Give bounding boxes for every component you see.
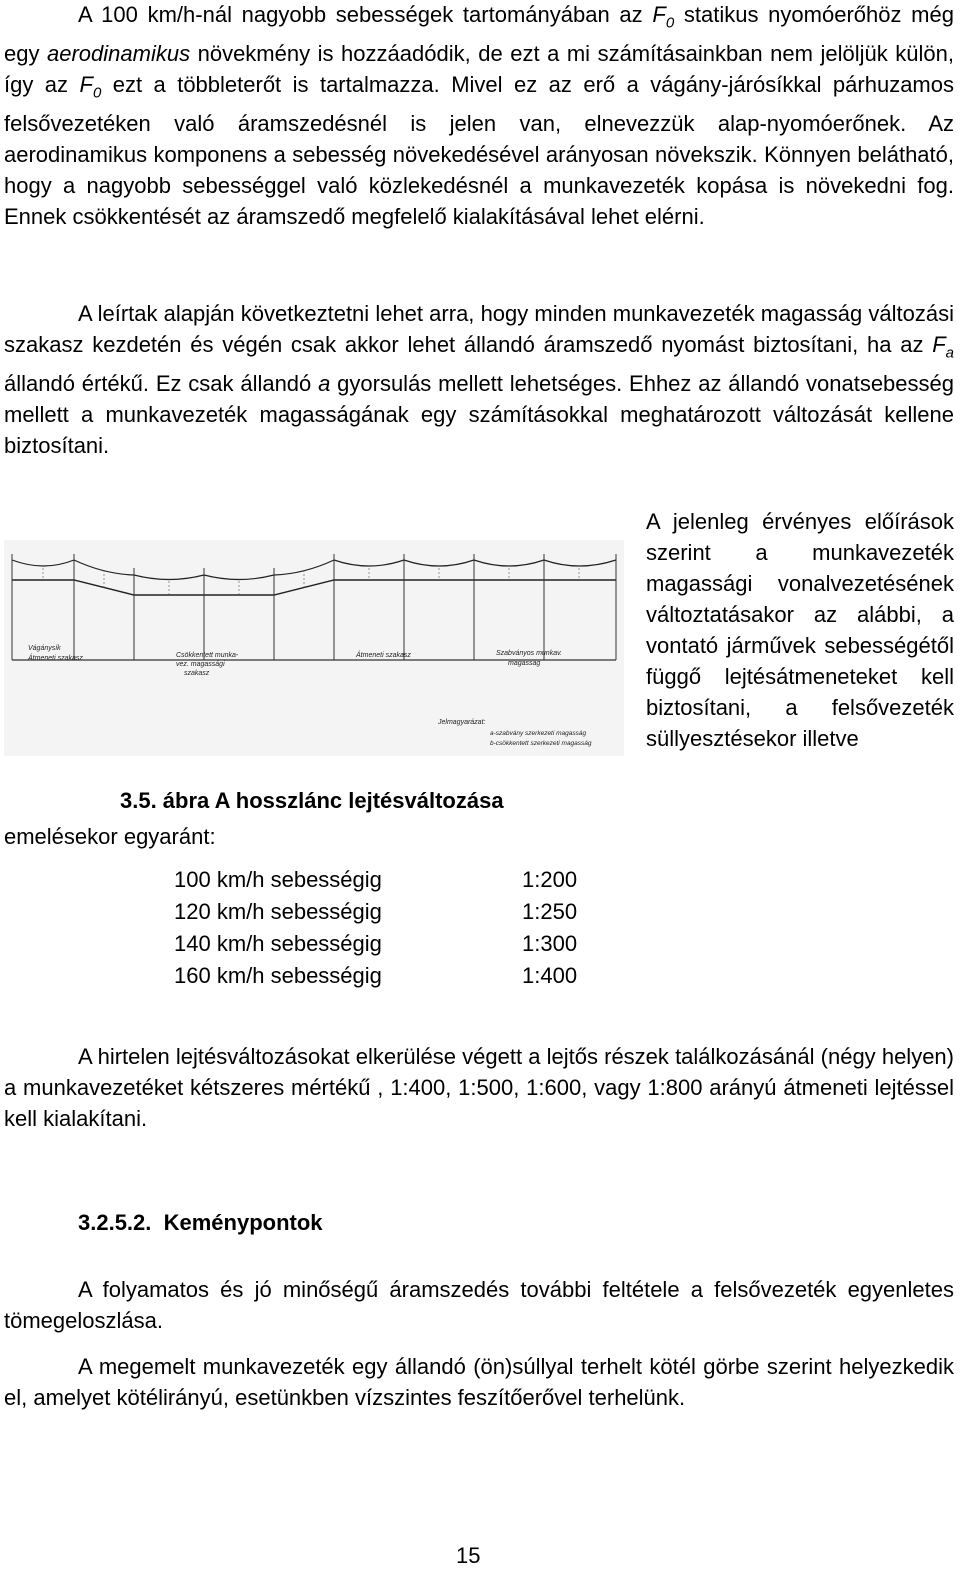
- figure-label: vez. magassági: [176, 661, 225, 668]
- figure-label: Átmeneti szakasz: [356, 652, 411, 659]
- section-number: 3.2.5.2.: [78, 1210, 152, 1235]
- figure-label: Vágánysík: [28, 645, 61, 652]
- catenary-gradient-figure: [4, 540, 624, 756]
- gradient-table: [174, 864, 577, 992]
- speed-cell: 120 km/h sebességig: [174, 899, 382, 924]
- figure-label: Jelmagyarázat:: [438, 719, 486, 726]
- section-heading: [78, 1210, 323, 1236]
- side-paragraph-continuation: emelésekor egyaránt:: [4, 824, 216, 849]
- figure-label: Szabványos munkav.: [496, 650, 563, 657]
- table-row: [174, 960, 577, 992]
- speed-cell: 160 km/h sebességig: [174, 963, 382, 988]
- figure-caption: 3.5. ábra A hosszlánc lejtésváltozása: [120, 788, 504, 813]
- figure-label: Átmeneti szakasz: [28, 655, 83, 662]
- catenary-drawing: [4, 540, 624, 756]
- table-row: [174, 928, 577, 960]
- paragraph-transition: A hirtelen lejtésváltozásokat elkerülése végett a lejtős részek találkozásánál (négy helyen) a munkavezetéket kétszeres mértékű , 1:400, 1:500, 1:600, vagy 1:800 arányú átmeneti lejtéssel kell kialakítani.: [4, 1044, 954, 1131]
- paragraph-aerodynamic: A 100 km/h-nál nagyobb sebességek tartományában az $F_0$ statikus nyomóerőhöz még egy aerodinamikus növekmény is hozzáadódik, de ezt a mi számításainkban nem jelöljük külön, így az $F_0$ ezt a többleterőt is tartalmazza. Mivel ez az erő a vágány-járósíkkal párhuzamos felsővezetéken való áramszedésnél is jelen van, elnevezzük alap-nyomóerőnek. Az aerodinamikus komponens a sebesség növekedésével arányosan növekszik. Könnyen belátható, hogy a nagyobb sebességgel való közlekedésnél a munkavezeték kopása is növekedni fog. Ennek csökkentését az áramszedő megfelelő kialakításával lehet elérni.: [4, 2, 954, 229]
- ratio-cell: 1:200: [522, 867, 578, 892]
- paragraph-rope-curve: A megemelt munkavezeték egy állandó (ön)súllyal terhelt kötél görbe szerint helyezkedik el, amelyet kötélirányú, esetünkben vízszintes feszítőerővel terhelünk.: [4, 1354, 954, 1410]
- ratio-cell: 1:250: [522, 899, 578, 924]
- figure-label: szakasz: [184, 670, 210, 677]
- figure-label: Csökkentett munka-: [176, 652, 239, 659]
- side-paragraph: A jelenleg érvényes előírások szerint a munkavezeték magassági vonalvezetésének változtatásakor az alábbi, a vontató járművek sebességétől függő lejtésátmeneteket kell biztosítani, a felsővezeték süllyesztésekor illetve: [646, 509, 954, 751]
- speed-cell: 100 km/h sebességig: [174, 867, 382, 892]
- ratio-cell: 1:300: [522, 931, 578, 956]
- speed-cell: 140 km/h sebességig: [174, 931, 382, 956]
- page-number: 15: [456, 1543, 481, 1568]
- table-row: [174, 896, 577, 928]
- ratio-cell: 1:400: [522, 963, 578, 988]
- paragraph-mass-distribution: A folyamatos és jó minőségű áramszedés további feltétele a felsővezeték egyenletes tömegeloszlása.: [4, 1277, 954, 1333]
- section-title: Keménypontok: [163, 1210, 323, 1235]
- table-row: [174, 864, 577, 896]
- paragraph-constant-pressure: A leírtak alapján következtetni lehet arra, hogy minden munkavezeték magasság változási szakasz kezdetén és végén csak akkor lehet állandó áramszedő nyomást biztosítani, ha az $F_a$ állandó értékű. Ez csak állandó a gyorsulás mellett lehetséges. Ehhez az állandó vonatsebesség mellett a munkavezeték magasságának egy számításokkal meghatározott változását kellene biztosítani.: [4, 301, 954, 458]
- figure-label: b-csökkentett szerkezeti magasság: [490, 740, 592, 747]
- figure-label: magasság: [508, 660, 541, 667]
- figure-label: a-szabvány szerkezeti magasság: [490, 730, 587, 737]
